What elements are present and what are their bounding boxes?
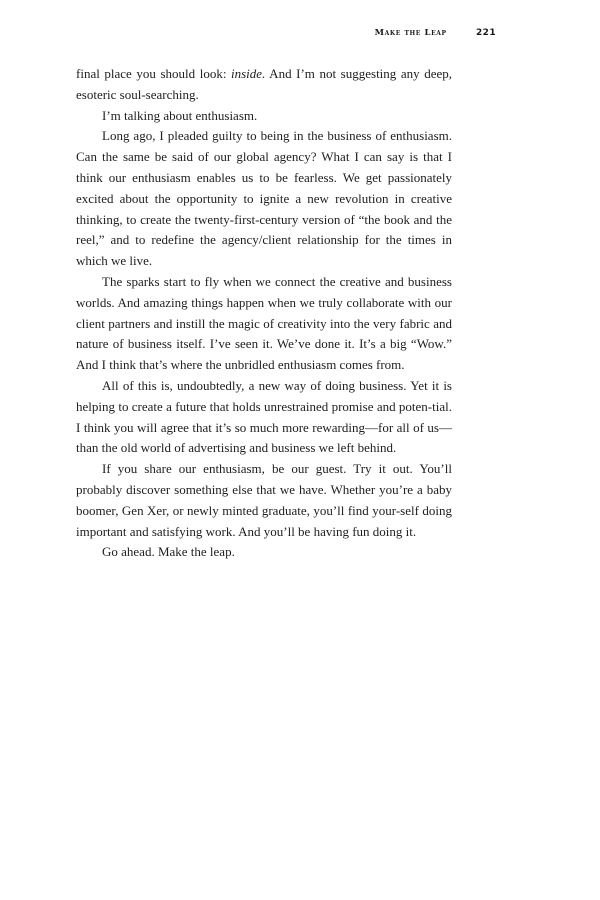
paragraph-1-text-after: And I’m not suggesting any deep, esoteric soul-searching. (76, 66, 452, 102)
running-head (375, 28, 496, 38)
page-number: 221 (476, 28, 496, 38)
paragraph-1-emphasis: inside. (231, 66, 266, 81)
paragraph: If you share our enthusiasm, be our guest. Try it out. You’ll probably discover something else that we have. Whether you’re a baby boomer, Gen Xer, or newly minted graduate, you’ll find your-self doing important and satisfying work. And you’ll be having fun doing it. (76, 461, 452, 539)
paragraph-1-text-before: final place you should look: (76, 66, 232, 81)
paragraph: The sparks start to fly when we connect the creative and business worlds. And amazing things happen when we truly collaborate with our client partners and instill the magic of creativity into the very fabric and nature of business itself. I’ve seen it. We’ve done it. It’s a big “Wow.” And I think that’s where the unbridled enthusiasm comes from. (76, 273, 452, 373)
running-head-title: Make the Leap (374, 28, 447, 38)
paragraph-closing: Go ahead. Make the leap. (102, 544, 235, 560)
paragraph: I’m talking about enthusiasm. (102, 107, 258, 123)
paragraph: All of this is, undoubtedly, a new way of doing business. Yet it is helping to create a future that holds unrestrained promise and poten-tial. I think you will agree that it’s so much more rewarding—for all of us—than the old world of advertising and business we left behind. (76, 377, 452, 456)
body-text (76, 64, 452, 563)
paragraph: Long ago, I pleaded guilty to being in the business of enthusiasm. Can the same be said of our global agency? What I can say is that I think our enthusiasm enables us to be fearless. We get passionately excited about the opportunity to ignite a new revolution in creative thinking, to create the twenty-first-century version of “the book and the reel,” and to redefine the agency/client relationship for the times in which we live. (76, 128, 452, 269)
paragraph-continuation (76, 64, 452, 106)
